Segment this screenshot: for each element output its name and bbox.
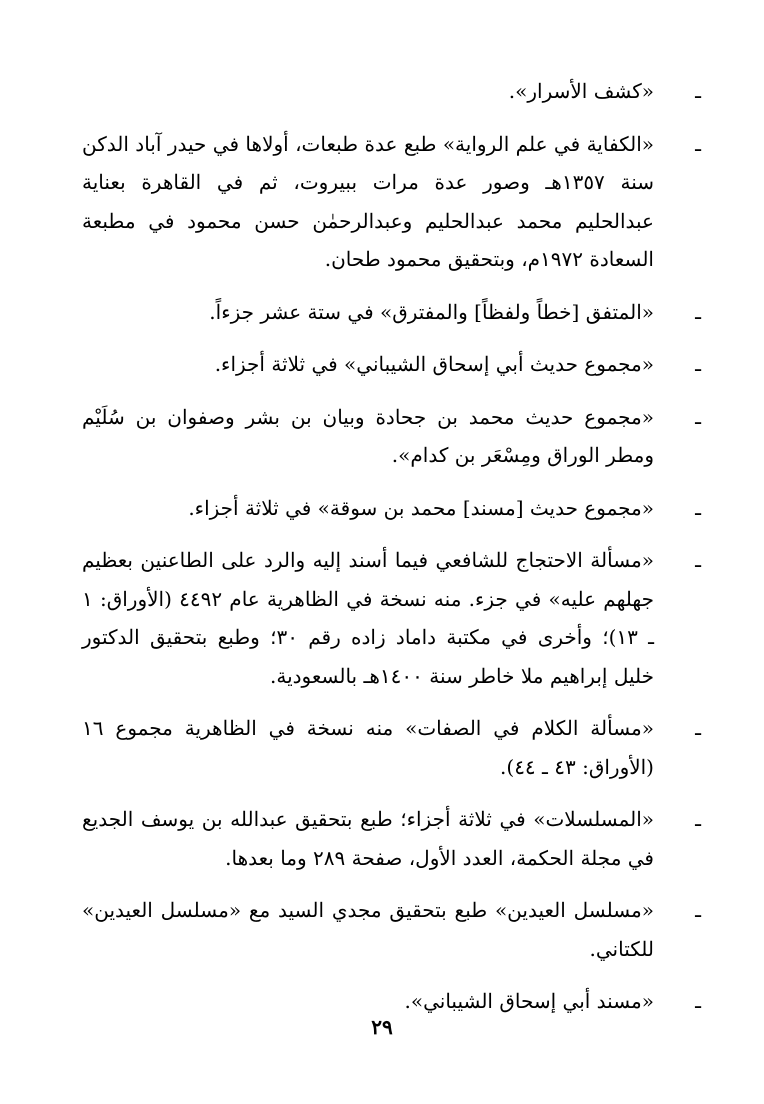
entry-text: «المتفق [خطاً ولفظاً] والمفترق» في ستة عشر جزءاً. <box>209 299 654 324</box>
list-item <box>82 125 708 279</box>
entry-text: «كشف الأسرار». <box>508 79 654 103</box>
list-dash: ـ <box>695 716 701 740</box>
entry-text: «مسند أبي إسحاق الشيباني». <box>404 989 654 1013</box>
list-dash: ـ <box>695 79 701 103</box>
list-dash: ـ <box>695 898 701 922</box>
list-dash: ـ <box>695 131 701 156</box>
list-item <box>82 489 708 528</box>
entry-text: «المسلسلات» في ثلاثة أجزاء؛ طبع بتحقيق عبدالله بن يوسف الجديع في مجلة الحكمة، العدد الأول، صفحة ٢٨٩ وما بعدها. <box>82 807 654 870</box>
list-dash: ـ <box>695 299 701 324</box>
list-dash: ـ <box>695 495 701 520</box>
list-dash: ـ <box>695 404 701 429</box>
list-item <box>82 345 708 384</box>
list-item <box>82 293 708 332</box>
entry-text: «مسألة الكلام في الصفات» منه نسخة في الظاهرية مجموع ١٦ (الأوراق: ٤٣ ـ ٤٤). <box>82 716 654 779</box>
entry-text: «مجموع حديث [مسند] محمد بن سوقة» في ثلاثة أجزاء. <box>188 495 654 520</box>
entry-text: «مجموع حديث محمد بن جحادة وبيان بن بشر وصفوان بن سُلَيْم ومطر الوراق ومِسْعَر بن كدام». <box>82 404 654 467</box>
list-item <box>82 709 708 786</box>
list-dash: ـ <box>695 807 701 831</box>
entry-text: «مسألة الاحتجاج للشافعي فيما أسند إليه والرد على الطاعنين بعظيم جهلهم عليه» في جزء. منه نسخة في الظاهرية عام ٤٤٩٢ (الأوراق: ١ ـ ١٣)؛ وأخرى في مكتبة داماد زاده رقم ٣٠؛ وطبع بتحقيق الدكتور خليل إبراهيم ملا خاطر سنة ١٤٠٠هـ بالسعودية. <box>82 548 655 688</box>
page-number: ٢٩ <box>371 1015 393 1039</box>
list-item <box>82 398 708 475</box>
entry-text: «مجموع حديث أبي إسحاق الشيباني» في ثلاثة أجزاء. <box>214 352 654 376</box>
list-item <box>82 891 708 968</box>
entry-text: «مسلسل العيدين» طبع بتحقيق مجدي السيد مع «مسلسل العيدين» للكتاني. <box>82 898 654 961</box>
list-item <box>82 800 708 877</box>
bibliography-list <box>82 72 708 1035</box>
list-dash: ـ <box>695 352 701 376</box>
list-dash: ـ <box>695 989 701 1013</box>
list-dash: ـ <box>695 548 701 572</box>
list-item <box>82 541 708 695</box>
list-item <box>82 72 708 111</box>
entry-text: «الكفاية في علم الرواية» طبع عدة طبعات، أولاها في حيدر آباد الدكن سنة ١٣٥٧هـ وصور عدة مرات ببيروت، ثم في القاهرة بعناية عبدالحليم محمد عبدالحليم وعبدالرحمٰن حسن محمود في مطبعة السعادة ١٩٧٢م، وبتحقيق محمود طحان. <box>82 131 654 271</box>
